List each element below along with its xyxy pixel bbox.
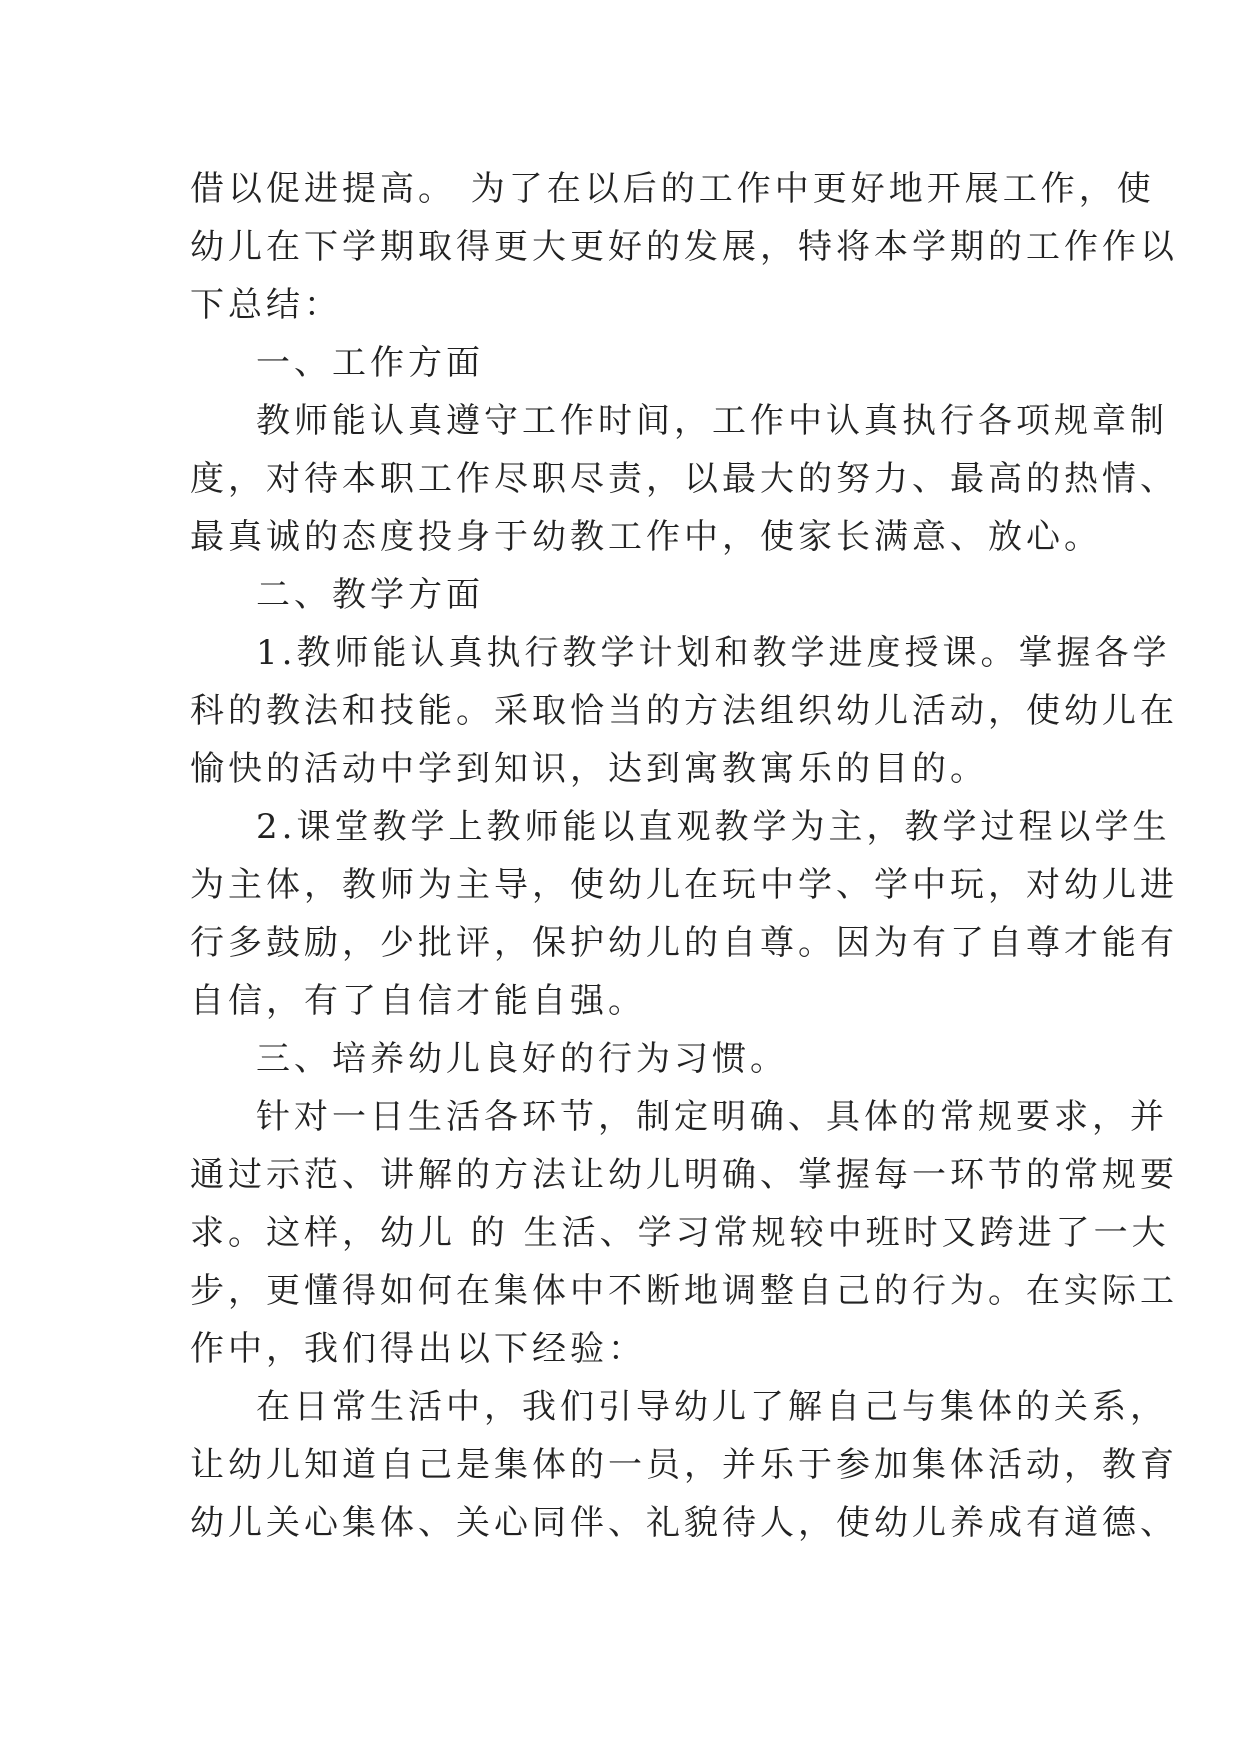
text-line: 最真诚的态度投身于幼教工作中，使家长满意、放心。 xyxy=(190,517,1102,557)
text-line: 借以促进提高。 为了在以后的工作中更好地开展工作，使 xyxy=(190,169,1155,209)
text-line: 愉快的活动中学到知识，达到寓教寓乐的目的。 xyxy=(190,749,988,789)
text-line: 通过示范、讲解的方法让幼儿明确、掌握每一环节的常规要 xyxy=(190,1155,1178,1195)
text-line: 求。这样，幼儿 的 生活、学习常规较中班时又跨进了一大 xyxy=(190,1213,1170,1253)
text-line: 1.教师能认真执行教学计划和教学进度授课。掌握各学 xyxy=(256,633,1171,673)
text-line: 下总结： xyxy=(190,285,342,325)
text-line: 科的教法和技能。采取恰当的方法组织幼儿活动，使幼儿在 xyxy=(190,691,1178,731)
text-line: 让幼儿知道自己是集体的一员，并乐于参加集体活动，教育 xyxy=(190,1445,1178,1485)
text-line: 作中，我们得出以下经验： xyxy=(190,1329,646,1369)
text-line: 自信，有了自信才能自强。 xyxy=(190,981,646,1021)
text-line: 教师能认真遵守工作时间，工作中认真执行各项规章制 xyxy=(256,401,1168,441)
text-line: 为主体，教师为主导，使幼儿在玩中学、学中玩，对幼儿进 xyxy=(190,865,1178,905)
text-line: 幼儿关心集体、关心同伴、礼貌待人，使幼儿养成有道德、 xyxy=(190,1503,1178,1543)
text-line: 2.课堂教学上教师能以直观教学为主，教学过程以学生 xyxy=(256,807,1171,847)
text-line: 步，更懂得如何在集体中不断地调整自己的行为。在实际工 xyxy=(190,1271,1178,1311)
document-body xyxy=(190,160,1178,1552)
section-heading-habits: 三、培养幼儿良好的行为习惯。 xyxy=(256,1039,788,1079)
text-line: 行多鼓励，少批评，保护幼儿的自尊。因为有了自尊才能有 xyxy=(190,923,1178,963)
text-line: 幼儿在下学期取得更大更好的发展，特将本学期的工作作以 xyxy=(190,227,1178,267)
text-line: 针对一日生活各环节，制定明确、具体的常规要求，并 xyxy=(256,1097,1168,1137)
section-heading-work: 一、工作方面 xyxy=(256,343,484,383)
text-line: 在日常生活中，我们引导幼儿了解自己与集体的关系， xyxy=(256,1387,1168,1427)
text-line: 度，对待本职工作尽职尽责，以最大的努力、最高的热情、 xyxy=(190,459,1178,499)
section-heading-teaching: 二、教学方面 xyxy=(256,575,484,615)
